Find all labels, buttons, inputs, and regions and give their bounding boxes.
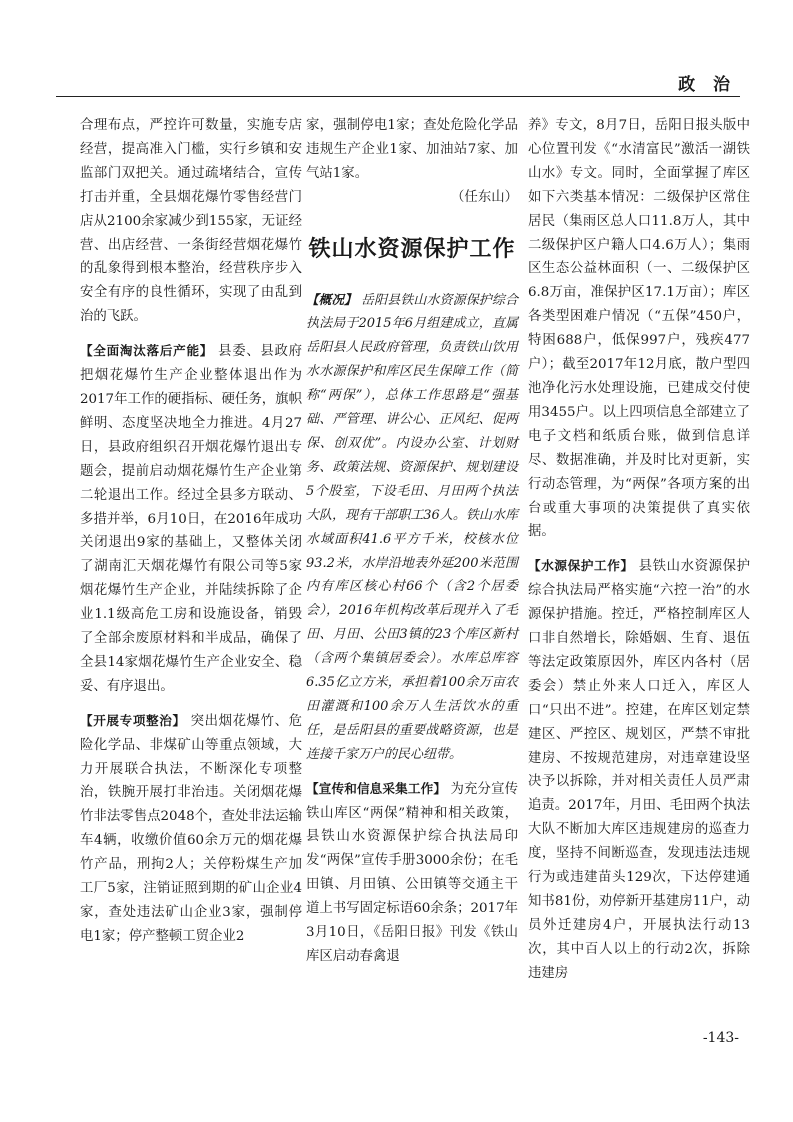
column-3 [528,114,750,986]
paragraph-water-protection [528,554,750,985]
column-2 [306,114,518,969]
paragraph-continued: 家，强制停电1家；查处危险化学品违规生产企业1家、加油站7家、加气站1家。 [306,118,518,181]
paragraph-tag: 【宣传和信息采集工作】 [306,780,447,796]
paragraph-text: 突出烟花爆竹、危险化学品、非煤矿山等重点领域，大力开展联合执法，不断深化专项整治，铁腕开展打非治违。关闭烟花爆竹非法零售点2048个，查处非法运输车4辆，收缴价值60余万元的烟花爆竹产品，刑拘2人；关停粉煤生产加工厂5家，注销证照到期的矿山企业4家，查处违法矿山企业3家，强制停电1家；停产整顿工贸企业2 [80,713,303,944]
paragraph-publicity [306,777,518,969]
paragraph-tag: 【开展专项整治】 [80,712,186,728]
paragraph-text: 为充分宣传铁山库区“两保”精神和相关政策，县铁山水资源保护综合执法局印发“两保”宣传手册3000余份；在毛田镇、月田镇、公田镇等交通主干道上书写固定标语60余条；2017年3月10日，《岳阳日报》刊发《铁山库区启动春禽退 [306,781,518,964]
paragraph-tag: 【概况】 [306,291,357,307]
paragraph-tag: 【全面淘汰落后产能】 [80,343,214,359]
paragraph-text: 县委、县政府把烟花爆竹生产企业整体退出作为2017年工作的硬指标、硬任务，旗帜鲜明、态度坚决地全力推进。4月27日，县政府组织召开烟花爆竹退出专题会，提前启动烟花爆竹生产企业第二轮退出工作。经过全县多方联动、多措并举，6月10日，在2016年成功关闭退出9家的基础上，又整体关闭了湖南汇天烟花爆竹有限公司等5家烟花爆竹生产企业，并陆续拆除了企业1.1级高危工房和设施设备，销毁了全部余废原材料和半成品，确保了全县14家烟花爆竹生产企业安全、稳妥、有序退出。 [80,344,303,694]
paragraph-continued: 养》专文，8月7日，岳阳日报头版中心位置刊发《“水清富民”激活一湖铁山水》专文。同时，全面掌握了库区如下六类基本情况：二级保护区常住居民（集雨区总人口11.8万人，其中二级保护区户籍人口4.6万人）；集雨区生态公益林面积（一、二级保护区6.8万亩，准保护区17.1万亩）；库区各类型困难户情况（“五保”450户，特困688户，低保997户，残疾477户）；截至2017年12月底，散户型四池净化污水处理设施，已建成交付使用3455户。以上四项信息全部建立了电子文档和纸质台账，做到信息详尽、数据准确，并及时比对更新，实行动态管理，为“两保”各项方案的出台或重大事项的决策提供了真实依据。 [528,118,750,540]
paragraph-continued: 合理布点，严控许可数量，实施专店经营，提高准入门槛，实行乡镇和安监部门双把关。通过疏堵结合，宣传打击并重，全县烟花爆竹零售经营门店从2100余家减少到155家，无证经营、出店经营、一条街经营烟花爆竹的乱象得到根本整治，经营秩序步入安全有序的良性循环，实现了由乱到治的飞跃。 [80,118,302,325]
author-signature: （任东山） [451,189,518,205]
paragraph-tag: 【水源保护工作】 [528,558,634,574]
section-title: 铁山水资源保护工作 [308,236,516,262]
header-rule [56,96,740,97]
section-header-title: 政 治 [678,75,736,95]
column-1 [80,114,302,949]
paragraph-text: 岳阳县铁山水资源保护综合执法局于2015年6月组建成立，直属岳阳县人民政府管理，负责铁山饮用水水源保护和库区民生保障工作（简称“两保”），总体工作思路是“强基础、严管理、讲公心、正风纪、促两保、创双优”。内设办公室、计划财务、政策法规、资源保护、规划建设5个股室，下设毛田、月田两个执法大队，现有干部职工36人。铁山水库水域面积41.6平方千米，校核水位93.2米，水岸沿地表外延200米范围内有库区核心村66个（含2个居委会），2016年机构改革后现并入了毛田、月田、公田3镇的23个库区新村（含两个集镇居委会）。水库总库容6.35亿立方米，承担着100余万亩农田灌溉和100余万人生活饮水的重任，是岳阳县的重要战略资源，也是连接千家万户的民心纽带。 [306,292,518,762]
paragraph-overview [306,288,518,767]
running-header [56,68,740,98]
page-number: -143- [702,1030,739,1046]
paragraph-text: 县铁山水资源保护综合执法局严格实施“六控一治”的水源保护措施。控迁，严格控制库区人口非自然增长，除婚姻、生育、退伍等法定政策原因外，库区内各村（居委会）禁止外来人口迁入，库区人口“只出不进”。控建，在库区划定禁建区、严控区、规划区，严禁不审批建房、不按规范建房，对违章建设坚决予以拆除，并对相关责任人员严肃追责。2017年，月田、毛田两个执法大队不断加大库区违规建房的巡查力度，坚持不间断巡查，发现违法违规行为或违建苗头129次，下达停建通知书81份，劝停新开基建房11户，动员外迁建房4户，开展执法行动13次，其中百人以上的行动2次，拆除违建房 [528,559,751,981]
paragraph-special-rectification [80,709,302,949]
paragraph-eliminate-capacity [80,339,302,699]
